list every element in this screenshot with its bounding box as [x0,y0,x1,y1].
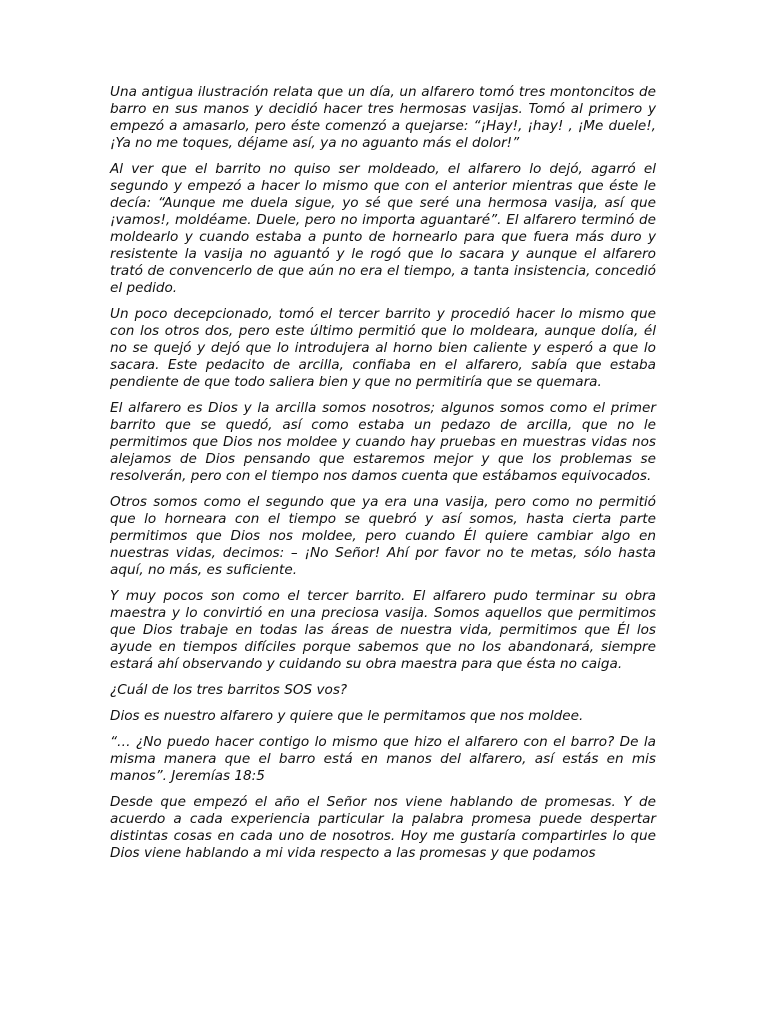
paragraph-5: Otros somos como el segundo que ya era una vasija, pero como no permitió que lo horneara con el tiempo se quebró y así somos, hasta cierta parte permitimos que Dios nos moldee, pero cuando Él quiere cambiar algo en nuestras vidas, decimos: – ¡No Señor! Ahí por favor no te metas, sólo hasta aquí, no más, es suficiente. [110,494,656,578]
paragraph-2: Al ver que el barrito no quiso ser moldeado, el alfarero lo dejó, agarró el segundo y empezó a hacer lo mismo que con el anterior mientras que éste le decía: “Aunque me duela sigue, yo sé que seré una hermosa vasija, así que ¡vamos!, moldéame. Duele, pero no importa aguantaré”. El alfarero terminó de moldearlo y cuando estaba a punto de hornearlo para que fuera más duro y resistente la vasija no aguantó y le rogó que lo sacara y aunque el alfarero trató de convencerlo de que aún no era el tiempo, a tanta insistencia, concedió el pedido. [110,161,656,296]
paragraph-4: El alfarero es Dios y la arcilla somos nosotros; algunos somos como el primer barrito que se quedó, así como estaba un pedazo de arcilla, que no le permitimos que Dios nos moldee y cuando hay pruebas en muestras vidas nos alejamos de Dios pensando que estaremos mejor y que los problemas se resolverán, pero con el tiempo nos damos cuenta que estábamos equivocados. [110,400,656,484]
paragraph-6: Y muy pocos son como el tercer barrito. El alfarero pudo terminar su obra maestra y lo convirtió en una preciosa vasija. Somos aquellos que permitimos que Dios trabaje en todas las áreas de nuestra vida, permitimos que Él los ayude en tiempos difíciles porque sabemos que no los abandonará, siempre estará ahí observando y cuidando su obra maestra para que ésta no caiga. [110,588,656,672]
paragraph-8: Dios es nuestro alfarero y quiere que le permitamos que nos moldee. [110,708,584,724]
paragraph-1: Una antigua ilustración relata que un día, un alfarero tomó tres montoncitos de barro en sus manos y decidió hacer tres hermosas vasijas. Tomó al primero y empezó a amasarlo, pero éste comenzó a quejarse: “¡Hay!, ¡hay! , ¡Me duele!, ¡Ya no me toques, déjame así, ya no aguanto más el dolor!” [110,84,656,151]
paragraph-10: Desde que empezó el año el Señor nos viene hablando de promesas. Y de acuerdo a cada experiencia particular la palabra promesa puede despertar distintas cosas en cada uno de nosotros. Hoy me gustaría compartirles lo que Dios viene hablando a mi vida respecto a las promesas y que podamos [110,794,656,861]
paragraph-7: ¿Cuál de los tres barritos SOS vos? [110,682,348,698]
paragraph-9: “… ¿No puedo hacer contigo lo mismo que hizo el alfarero con el barro? De la misma manera que el barro está en manos del alfarero, así estás en mis manos”. Jeremías 18:5 [110,734,656,784]
document-body [110,84,656,871]
paragraph-3: Un poco decepcionado, tomó el tercer barrito y procedió hacer lo mismo que con los otros dos, pero este último permitió que lo moldeara, aunque dolía, él no se quejó y dejó que lo introdujera al horno bien caliente y esperó a que lo sacara. Este pedacito de arcilla, confiaba en el alfarero, sabía que estaba pendiente de que todo saliera bien y que no permitiría que se quemara. [110,306,656,390]
